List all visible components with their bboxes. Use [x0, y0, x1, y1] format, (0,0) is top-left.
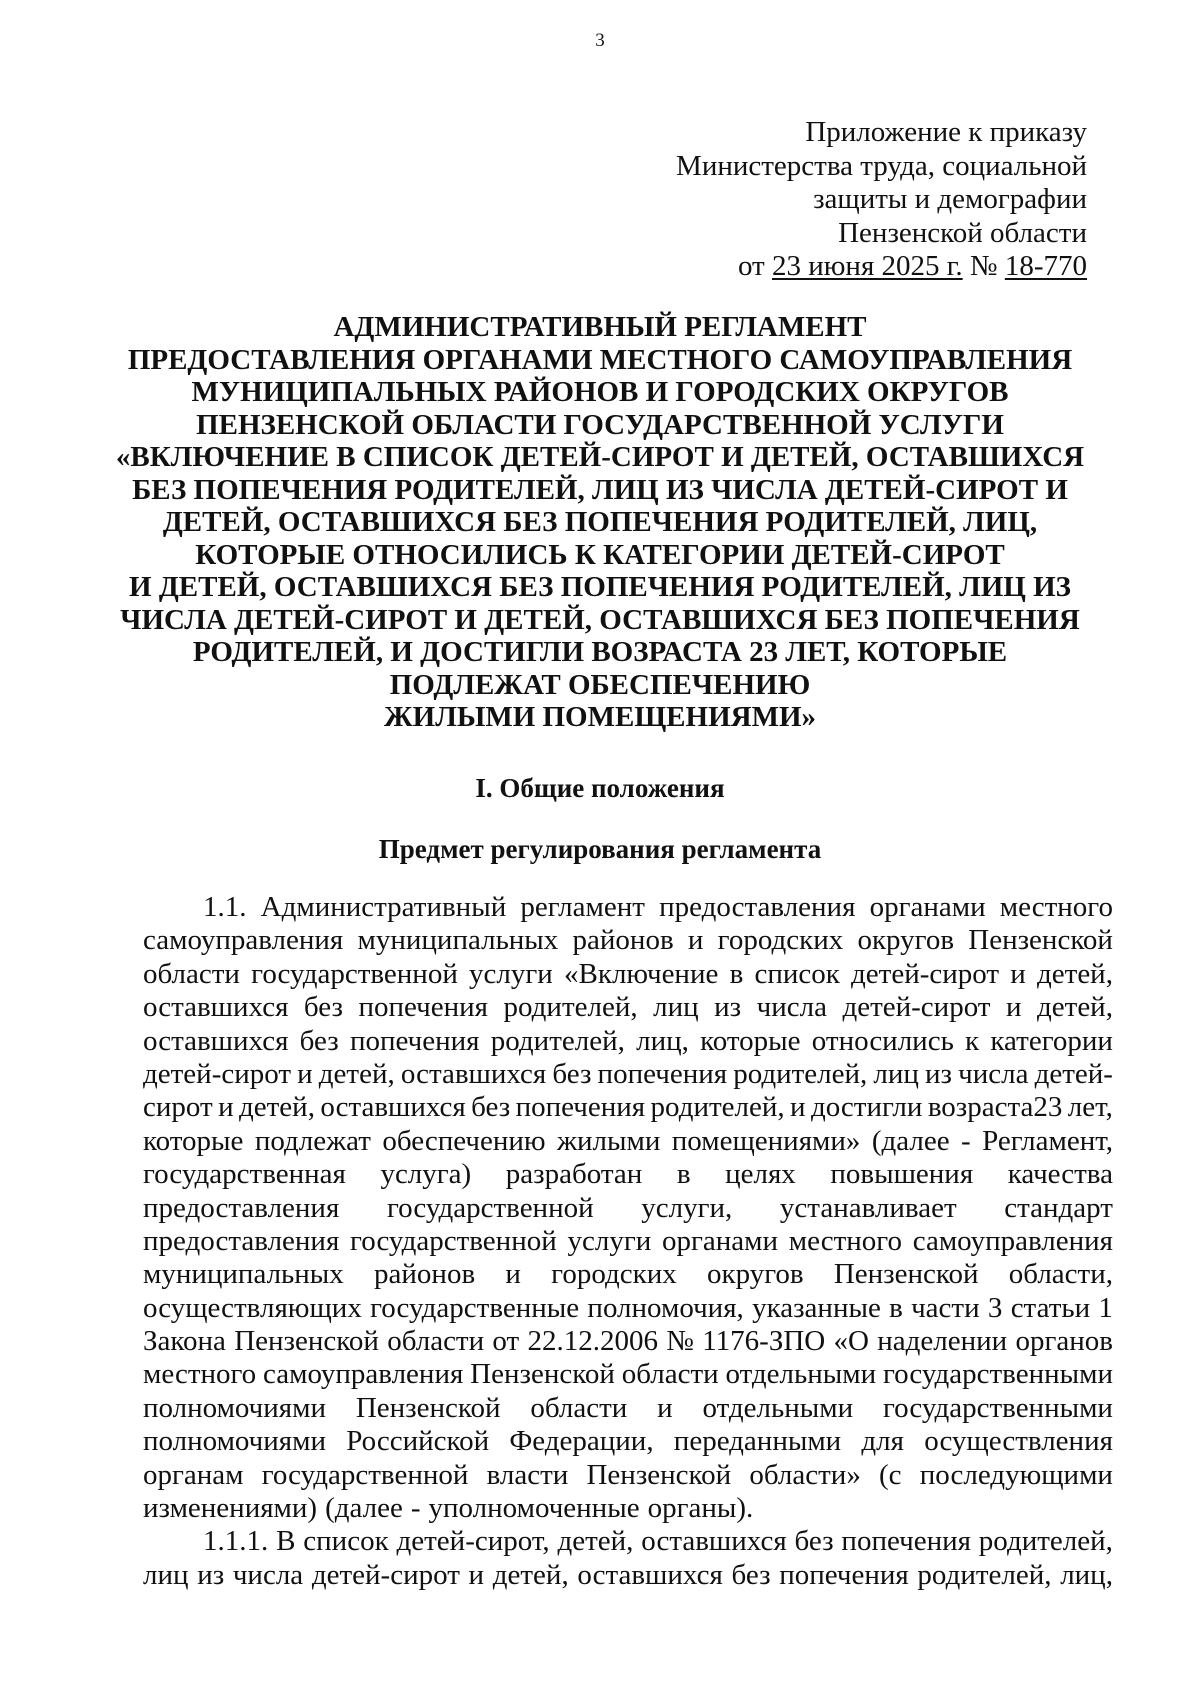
- word: городских: [551, 1258, 677, 1291]
- word: переданными: [673, 1425, 842, 1458]
- appendix-line: Министерства труда, социальной: [676, 149, 1087, 182]
- word: «О: [833, 1325, 869, 1358]
- word: детей,: [492, 1558, 569, 1591]
- word: без: [794, 1525, 834, 1558]
- word: полномочиями: [143, 1425, 326, 1458]
- order-number: 18-770: [1004, 250, 1087, 282]
- word: помещениями»: [671, 1124, 861, 1157]
- word: 1.1.1.: [203, 1525, 269, 1558]
- text-line: [143, 1258, 1113, 1291]
- word: органами: [869, 891, 986, 923]
- word: оставшихся: [143, 991, 289, 1024]
- word: Пензенской: [470, 1358, 615, 1391]
- word: категории: [990, 1024, 1113, 1057]
- word: детей-сирот: [143, 1057, 292, 1090]
- word: и: [218, 1091, 234, 1124]
- word: детей,: [557, 1525, 634, 1558]
- word: области: [621, 1358, 719, 1391]
- appendix-date-line: [567, 250, 1087, 284]
- word: статьи: [1010, 1291, 1091, 1324]
- word: Регламент,: [982, 1124, 1113, 1157]
- text-line: [143, 1492, 1113, 1525]
- word: области: [530, 1391, 628, 1424]
- word: лет,: [1067, 1091, 1113, 1124]
- word: местного: [999, 891, 1113, 923]
- word: оставшихся: [577, 1558, 723, 1591]
- word: устанавливает: [779, 1191, 957, 1224]
- word: повышения: [830, 1158, 974, 1191]
- word: в: [889, 1291, 903, 1324]
- word: (далее: [871, 1124, 950, 1157]
- word: качества: [1007, 1158, 1113, 1191]
- word: государственной: [261, 1458, 469, 1491]
- word: государственными: [882, 1358, 1113, 1391]
- word: предоставления: [659, 891, 856, 923]
- word: органы).: [647, 1492, 754, 1525]
- word: Пензенской: [833, 1258, 979, 1291]
- word: Административный: [260, 891, 507, 923]
- word: список: [754, 957, 840, 990]
- number-prefix: №: [962, 250, 1005, 282]
- page-number: 3: [595, 30, 605, 51]
- order-date: 23 июня 2025 г.: [771, 250, 963, 282]
- word: органам: [143, 1458, 244, 1491]
- text-line: [143, 1559, 1113, 1592]
- word: указанные: [752, 1291, 881, 1324]
- appendix-line: Приложение к приказу: [805, 116, 1087, 148]
- word: к: [965, 1024, 980, 1057]
- word: государственная: [143, 1158, 346, 1191]
- word: 3: [987, 1291, 1003, 1324]
- word: попечения: [779, 1558, 909, 1591]
- word: лиц: [653, 991, 699, 1024]
- word: государственной: [386, 1191, 594, 1224]
- title-line: ДЕТЕЙ, ОСТАВШИХСЯ БЕЗ ПОПЕЧЕНИЯ РОДИТЕЛЕЙ, ЛИЦ,: [162, 506, 1038, 538]
- word: без: [303, 991, 343, 1024]
- title-line: МУНИЦИПАЛЬНЫХ РАЙОНОВ И ГОРОДСКИХ ОКРУГОВ: [191, 376, 1009, 408]
- text-line: [143, 1125, 1113, 1158]
- word: Пензенской: [586, 1458, 732, 1491]
- word: детей,: [239, 1091, 315, 1124]
- text-line: [143, 1091, 1113, 1124]
- title-line: БЕЗ ПОПЕЧЕНИЯ РОДИТЕЛЕЙ, ЛИЦ ИЗ ЧИСЛА ДЕТЕЙ-СИРОТ И: [132, 473, 1068, 506]
- word: области: [143, 957, 240, 990]
- date-prefix: от: [737, 250, 772, 282]
- word: 1.1.: [203, 891, 247, 923]
- word: детей-сирот: [842, 991, 991, 1024]
- word: отдельными: [702, 1391, 854, 1424]
- word: из: [197, 1558, 225, 1591]
- word: детей,: [1037, 957, 1113, 990]
- text-line: [143, 1192, 1113, 1225]
- word: уполномоченные: [428, 1492, 640, 1525]
- word: районов: [374, 1258, 476, 1291]
- word: Пензенской: [355, 1391, 501, 1424]
- word: округов: [707, 1258, 804, 1291]
- text-line: [143, 1525, 1113, 1558]
- word: без: [299, 1024, 339, 1057]
- word: Российской: [346, 1425, 490, 1458]
- word: полномочия,: [587, 1291, 744, 1324]
- word: самоуправления: [263, 1358, 464, 1391]
- word: без: [552, 1057, 592, 1090]
- word: власти: [486, 1458, 569, 1491]
- word: лиц: [873, 1057, 919, 1090]
- word: области»: [749, 1458, 861, 1491]
- appendix-block: [567, 116, 1087, 284]
- word: без: [471, 1091, 511, 1124]
- word: регламент: [520, 891, 645, 923]
- appendix-line: Пензенской области: [838, 216, 1087, 249]
- word: для: [861, 1425, 904, 1458]
- word: и: [657, 1391, 673, 1424]
- word: родителей,: [650, 1091, 785, 1124]
- word: разработан: [505, 1158, 643, 1191]
- text-line: [143, 1325, 1113, 1358]
- word: осуществления: [924, 1425, 1113, 1458]
- word: попечения: [597, 1057, 728, 1090]
- title-line: «ВКЛЮЧЕНИЕ В СПИСОК ДЕТЕЙ-СИРОТ И ДЕТЕЙ, ОСТАВШИХСЯ: [115, 441, 1085, 473]
- word: государственной: [350, 1224, 557, 1257]
- word: изменениями): [143, 1492, 318, 1525]
- word: родителей,: [917, 1558, 1052, 1591]
- word: №: [666, 1325, 694, 1358]
- word: достигли: [810, 1091, 923, 1124]
- word: услуги: [567, 1224, 652, 1257]
- word: из: [925, 1057, 953, 1090]
- word: лиц: [143, 1558, 189, 1591]
- word: округов: [857, 924, 955, 957]
- word: Пензенской: [234, 1325, 379, 1358]
- word: районов: [572, 924, 674, 957]
- text-line: [143, 1058, 1113, 1091]
- word: государственными: [882, 1391, 1113, 1424]
- word: полномочиями: [143, 1391, 326, 1424]
- section-heading: I. Общие положения: [475, 773, 725, 803]
- word: В: [276, 1525, 296, 1558]
- word: родителей,: [733, 1057, 868, 1090]
- text-line: [143, 924, 1113, 957]
- word: органами: [662, 1224, 779, 1257]
- paragraph-1-1: [143, 891, 1113, 1525]
- word: части: [911, 1291, 980, 1324]
- word: отдельными: [725, 1358, 877, 1391]
- word: -: [410, 1492, 421, 1525]
- word: 1: [1098, 1291, 1113, 1324]
- word: области,: [1008, 1258, 1113, 1291]
- word: последующими: [919, 1458, 1113, 1491]
- body-text: [143, 891, 1113, 1592]
- word: самоуправления: [912, 1224, 1113, 1257]
- appendix-line: защиты и демографии: [813, 183, 1087, 215]
- word: -: [961, 1124, 971, 1157]
- word: Пензенской: [968, 924, 1113, 957]
- title-line: И ДЕТЕЙ, ОСТАВШИХСЯ БЕЗ ПОПЕЧЕНИЯ РОДИТЕЛЕЙ, ЛИЦ ИЗ: [129, 571, 1071, 603]
- word: от: [492, 1325, 520, 1358]
- document-title: [100, 311, 1100, 734]
- title-line: ПЕНЗЕНСКОЙ ОБЛАСТИ ГОСУДАРСТВЕННОЙ УСЛУГИ: [196, 408, 1004, 441]
- word: числа: [958, 1057, 1029, 1090]
- word: сирот: [143, 1091, 213, 1124]
- word: родителей,: [978, 1525, 1113, 1558]
- word: Закона: [143, 1325, 226, 1358]
- word: оставшихся: [143, 1024, 289, 1057]
- title-line: ЖИЛЫМИ ПОМЕЩЕНИЯМИ»: [384, 701, 816, 733]
- word: и: [687, 924, 704, 957]
- word: органов: [1015, 1325, 1113, 1358]
- subsection-heading: Предмет регулирования регламента: [378, 834, 822, 864]
- text-line: [143, 1025, 1113, 1058]
- word: обеспечению: [382, 1124, 546, 1157]
- word: в: [676, 1158, 691, 1191]
- text-line: [143, 991, 1113, 1024]
- word: оставшихся: [641, 1525, 787, 1558]
- word: государственные: [370, 1291, 580, 1324]
- title-line: РОДИТЕЛЕЙ, И ДОСТИГЛИ ВОЗРАСТА 23 ЛЕТ, КОТОРЫЕ: [192, 636, 1008, 668]
- word: детей,: [1037, 991, 1113, 1024]
- word: родителей,: [490, 1024, 625, 1057]
- word: детей-: [1034, 1057, 1113, 1090]
- title-line: КОТОРЫЕ ОТНОСИЛИСЬ К КАТЕГОРИИ ДЕТЕЙ-СИРОТ: [195, 538, 1005, 571]
- word: из: [714, 991, 742, 1024]
- word: и: [468, 1558, 485, 1591]
- word: муниципальных: [357, 924, 559, 957]
- word: детей-сирот,: [396, 1525, 550, 1558]
- title-line: ПРЕДОСТАВЛЕНИЯ ОРГАНАМИ МЕСТНОГО САМОУПРАВЛЕНИЯ: [127, 343, 1073, 376]
- word: и: [1005, 991, 1022, 1024]
- word: числа: [756, 991, 827, 1024]
- word: предоставления: [143, 1224, 340, 1257]
- title-line: ПОДЛЕЖАТ ОБЕСПЕЧЕНИЮ: [389, 668, 811, 701]
- word: предоставления: [143, 1191, 340, 1224]
- word: услуги: [469, 957, 553, 990]
- word: без: [731, 1558, 771, 1591]
- text-line: [143, 891, 1113, 924]
- word: и: [1010, 957, 1026, 990]
- word: числа: [232, 1558, 304, 1591]
- text-line: [143, 1225, 1113, 1258]
- word: детей-сирот: [311, 1558, 460, 1591]
- word: оставшихся: [400, 1057, 547, 1090]
- word: оставшихся: [320, 1091, 466, 1124]
- word: самоуправления: [143, 924, 344, 957]
- word: 1176-ЗПО: [702, 1325, 826, 1358]
- word: осуществляющих: [143, 1291, 362, 1324]
- word: стандарт: [1004, 1191, 1113, 1224]
- word: услуга): [380, 1158, 472, 1191]
- word: которые: [700, 1024, 801, 1057]
- word: Федерации,: [509, 1425, 654, 1458]
- word: городских: [717, 924, 844, 957]
- word: возраста23: [927, 1091, 1063, 1124]
- paragraph-1-1-1: [143, 1525, 1113, 1592]
- text-line: [143, 1459, 1113, 1492]
- text-line: [143, 1358, 1113, 1391]
- word: относились: [811, 1024, 954, 1057]
- word: родителей,: [503, 991, 638, 1024]
- word: лиц,: [1060, 1558, 1113, 1591]
- word: список: [303, 1525, 389, 1558]
- text-line: [143, 1392, 1113, 1425]
- word: целях: [725, 1158, 796, 1191]
- word: государственной: [251, 957, 458, 990]
- word: в: [729, 957, 744, 990]
- title-line: ЧИСЛА ДЕТЕЙ-СИРОТ И ДЕТЕЙ, ОСТАВШИХСЯ БЕЗ ПОПЕЧЕНИЯ: [120, 603, 1080, 636]
- word: «Включение: [564, 957, 719, 990]
- word: (с: [879, 1458, 902, 1491]
- word: подлежат: [254, 1124, 371, 1157]
- word: попечения: [358, 991, 489, 1024]
- word: попечения: [349, 1024, 480, 1057]
- word: области: [387, 1325, 485, 1358]
- word: которые: [143, 1124, 244, 1157]
- title-line: АДМИНИСТРАТИВНЫЙ РЕГЛАМЕНТ: [333, 311, 867, 343]
- word: попечения: [841, 1525, 971, 1558]
- word: детей-сирот: [851, 957, 1000, 990]
- word: местного: [788, 1224, 902, 1257]
- text-line: [143, 958, 1113, 991]
- word: муниципальных: [143, 1258, 344, 1291]
- word: (далее: [325, 1492, 403, 1525]
- word: и: [297, 1057, 313, 1090]
- word: лиц,: [636, 1024, 689, 1057]
- word: жилыми: [556, 1124, 661, 1157]
- word: попечения: [515, 1091, 646, 1124]
- word: 22.12.2006: [527, 1325, 658, 1358]
- word: и: [505, 1258, 521, 1291]
- word: местного: [143, 1358, 257, 1391]
- word: услуги,: [641, 1191, 733, 1224]
- word: наделении: [877, 1325, 1008, 1358]
- text-line: [143, 1425, 1113, 1458]
- text-line: [143, 1158, 1113, 1191]
- word: и: [790, 1091, 806, 1124]
- word: детей,: [318, 1057, 395, 1090]
- text-line: [143, 1292, 1113, 1325]
